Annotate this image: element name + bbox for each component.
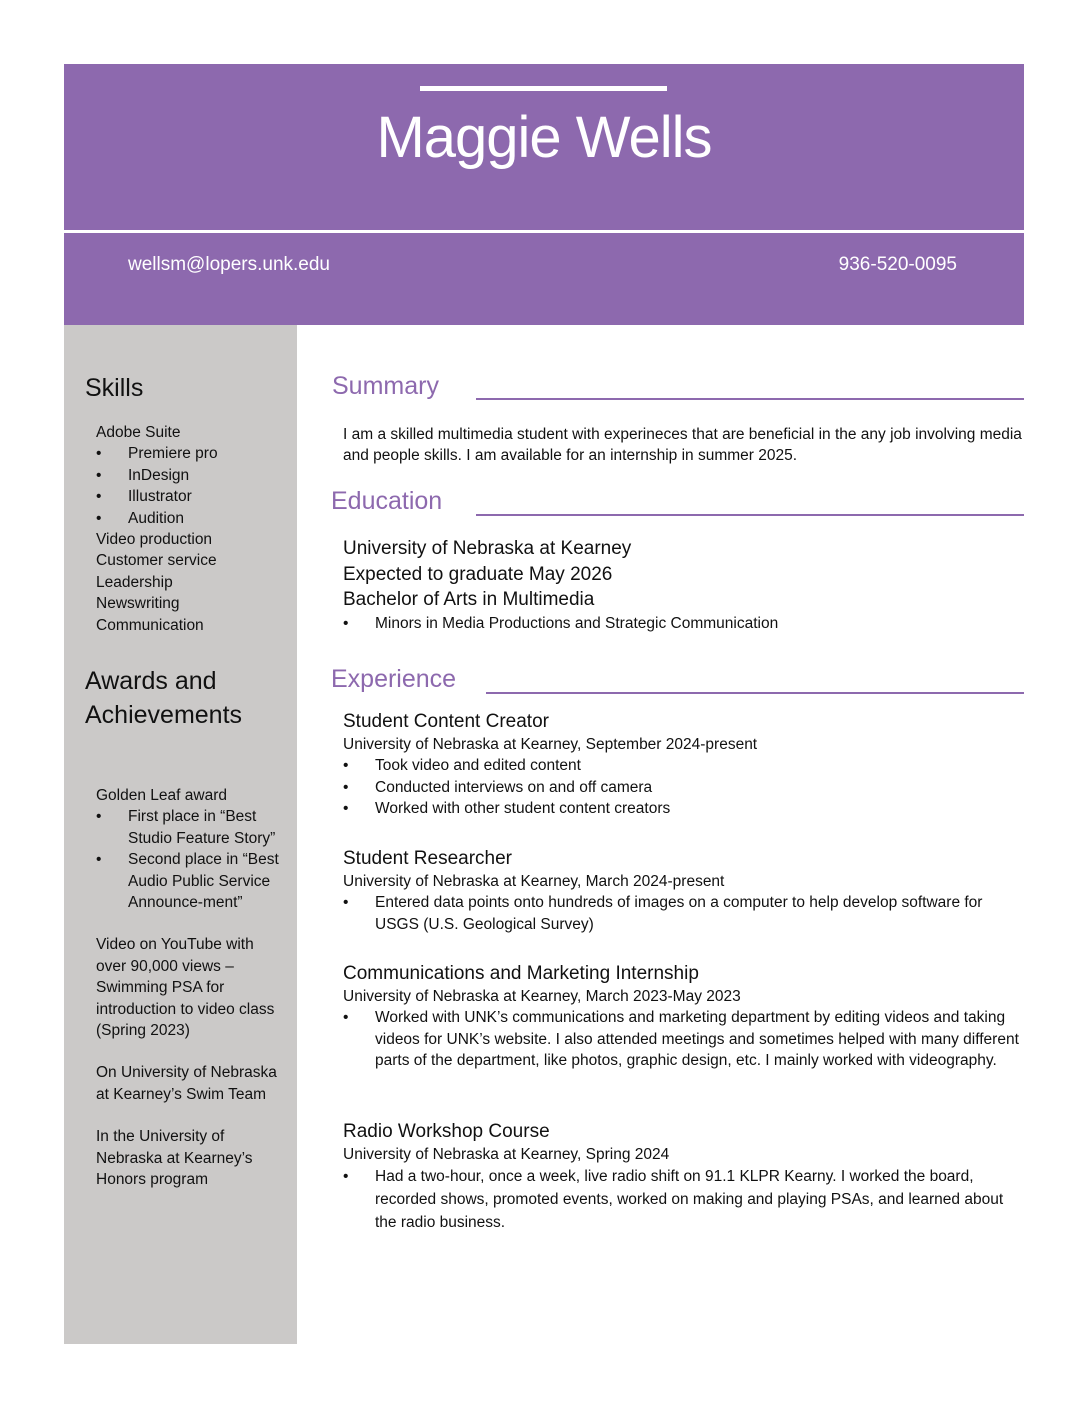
job-org: University of Nebraska at Kearney, March 2024-present [343, 873, 725, 890]
job-org: University of Nebraska at Kearney, Spring 2024 [343, 1146, 670, 1163]
experience-rule [486, 692, 1024, 694]
name-banner [64, 64, 1024, 230]
skill-item: Communication [96, 616, 204, 634]
graduation-date: Expected to graduate May 2026 [343, 563, 613, 585]
job-bullet: • Conducted interviews on and off camera [343, 777, 1025, 798]
skill-subitem: • Audition [96, 508, 286, 529]
skill-item: Newswriting [96, 595, 180, 613]
job-bullet: • Had a two-hour, once a week, live radio shift on 91.1 KLPR Kearny. I worked the board, recorded shows, promoted events, worked on making and playing PSAs, and learned about the radio business. [343, 1165, 1025, 1234]
skills-heading: Skills [85, 374, 144, 402]
header-rule [420, 86, 667, 91]
award-subitem: • Second place in “Best Audio Public Service Announce-ment” [96, 849, 286, 913]
job-title: Student Content Creator [343, 711, 549, 732]
summary-heading: Summary [332, 372, 439, 400]
minors: • Minors in Media Productions and Strategic Communication [343, 613, 1025, 634]
job-bullet: • Entered data points onto hundreds of images on a computer to help develop software for USGS (U.S. Geological Survey) [343, 892, 1025, 935]
skill-item: Customer service [96, 552, 217, 570]
email-address[interactable]: wellsm@lopers.unk.edu [128, 254, 330, 275]
awards-heading-line: Achievements [85, 701, 243, 729]
summary-rule [476, 398, 1024, 400]
job-entry [343, 847, 1025, 935]
education-block [343, 536, 1025, 634]
skill-subitem: • Premiere pro [96, 443, 286, 464]
candidate-name: Maggie Wells [376, 105, 712, 170]
job-bullet: • Worked with UNK’s communications and marketing department by editing videos and taking videos for UNK’s website. I also attended meetings and sometimes helped with many different parts of the department, like photos, graphic design, etc. I mainly worked with videography. [343, 1007, 1025, 1071]
awards-list [96, 785, 286, 1191]
education-heading: Education [331, 487, 443, 515]
education-rule [476, 514, 1024, 516]
school-name: University of Nebraska at Kearney [343, 538, 632, 559]
awards-heading [85, 664, 242, 732]
job-entry [343, 1120, 1025, 1234]
sidebar [64, 325, 297, 1344]
skill-subitem: • InDesign [96, 465, 286, 486]
skill-item: Leadership [96, 573, 173, 591]
job-entry [343, 710, 1025, 820]
contact-bar [64, 233, 1024, 325]
awards-heading-line: Awards and [85, 667, 217, 695]
skill-item: Video production [96, 531, 213, 549]
skills-list [96, 422, 286, 636]
award-item: Golden Leaf award [96, 787, 227, 804]
skill-item: Adobe Suite [96, 424, 181, 441]
job-org: University of Nebraska at Kearney, September 2024-present [343, 736, 758, 753]
award-subitem: • First place in “Best Studio Feature Story” [96, 806, 286, 849]
experience-heading: Experience [331, 665, 457, 693]
degree: Bachelor of Arts in Multimedia [343, 589, 595, 610]
job-bullet: • Took video and edited content [343, 755, 1025, 776]
summary-text: I am a skilled multimedia student with experineces that are beneficial in the any job involving media and people skills. I am available for an internship in summer 2025. [343, 426, 1022, 465]
job-title: Student Researcher [343, 848, 512, 869]
job-title: Radio Workshop Course [343, 1121, 550, 1142]
job-title: Communications and Marketing Internship [343, 963, 699, 984]
award-item: Video on YouTube with over 90,000 views – Swimming PSA for introduction to video class (Spring 2023) [96, 936, 275, 1040]
award-item: On University of Nebraska at Kearney’s Swim Team [96, 1064, 277, 1103]
job-org: University of Nebraska at Kearney, March 2023-May 2023 [343, 988, 741, 1005]
award-item: In the University of Nebraska at Kearney’s Honors program [96, 1128, 253, 1189]
skill-subitem: • Illustrator [96, 486, 286, 507]
phone-number[interactable]: 936-520-0095 [838, 254, 957, 275]
job-bullet: • Worked with other student content creators [343, 798, 1025, 819]
job-entry [343, 962, 1025, 1072]
